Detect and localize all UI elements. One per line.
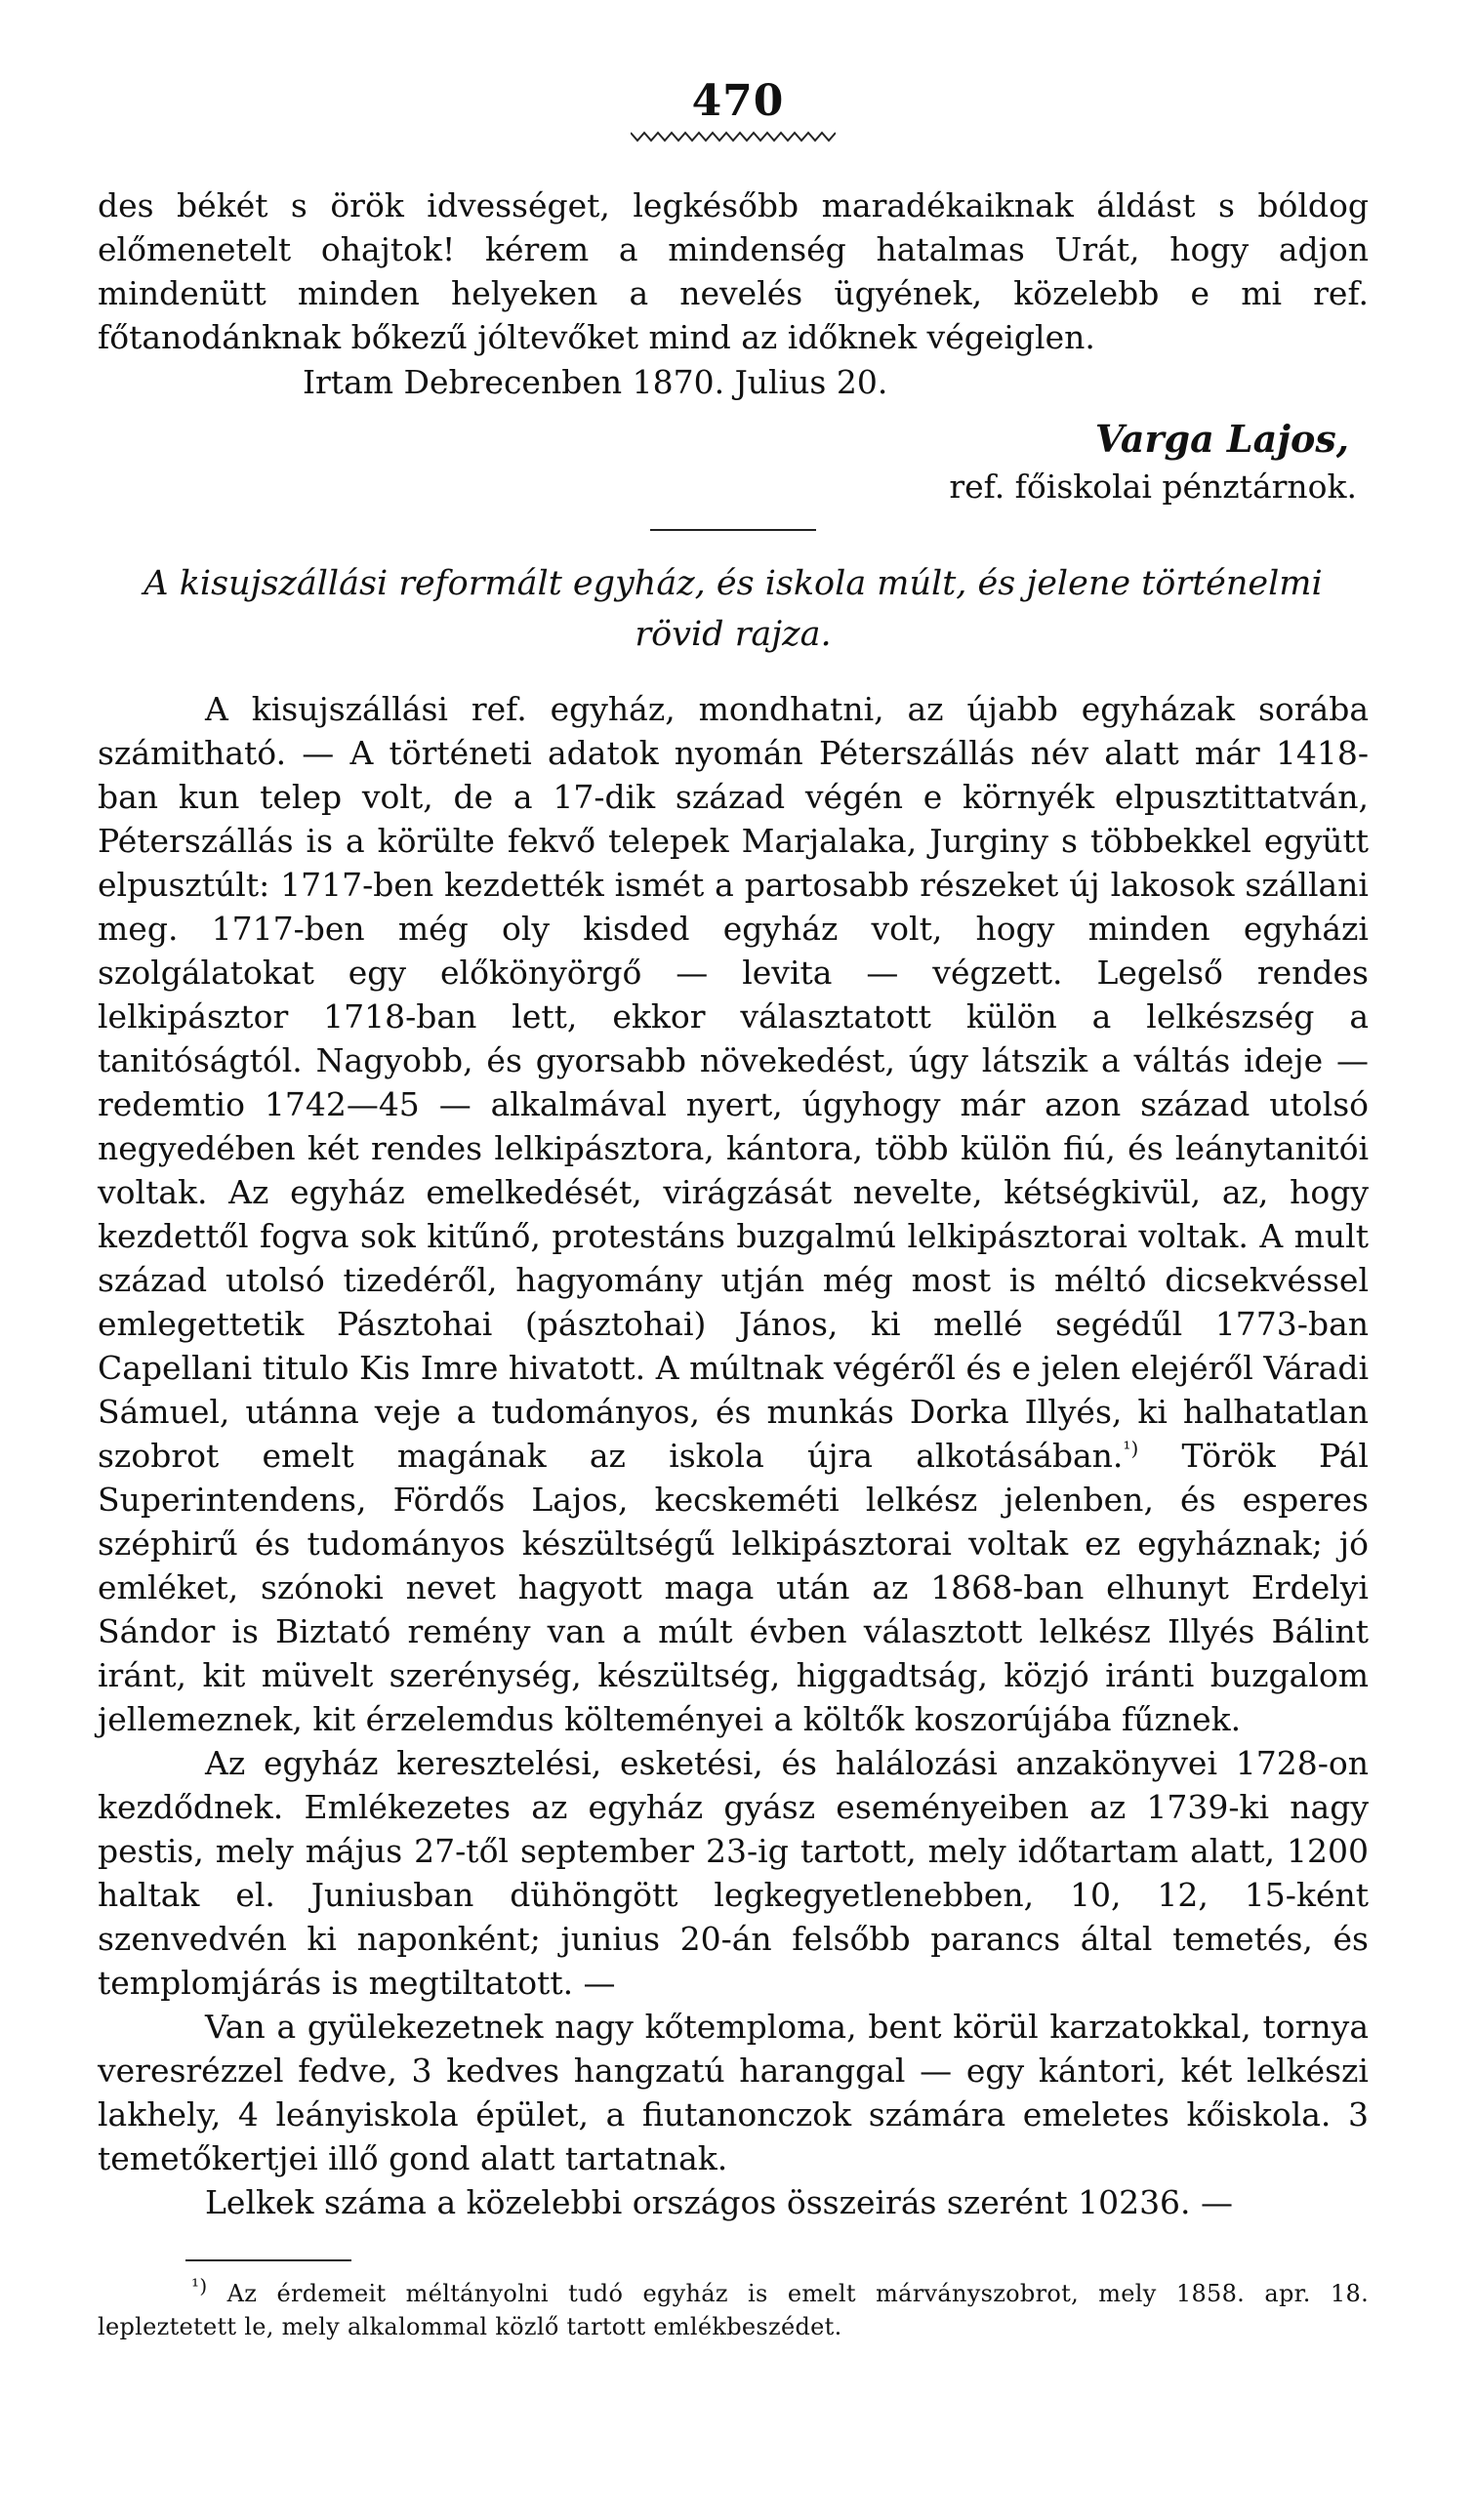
page-number: 470 [691, 76, 785, 126]
paragraph-history-part2: Török Pál Superintendens, Fördős Lajos, kecskeméti lelkész jelenben, és esperes széphirű és tudományos készültségű lelkipásztorai voltak ez egyháznak; jó emléket, szónoki nevet hagyott maga után az 1868-ban elhunyt Erdelyi Sándor is Biztató remény van a múlt évben választott lelkész Illyés Bálint iránt, kit müvelt szerénység, készültség, higgadtság, közjó iránti buzgalom jellemeznek, kit érzelemdus költeményei a költők koszorújába fűznek. [98, 1437, 1369, 1738]
page-body [98, 183, 1369, 2343]
paragraph-church-building: Van a gyülekezetnek nagy kőtemploma, bent körül karzatokkal, tornya veresrézzel fedve, 3 kedves hangzatú haranggal — egy kántori, két lelkészi lakhely, 4 leányiskola épület, a fiutanonczok számára emeletes kőiskola. 3 temetőkertjei illő gond alatt tartatnak. [98, 2008, 1369, 2177]
footnote-text: Az érdemeit méltányolni tudó egyház is emelt márványszobrot, mely 1858. apr. 18. lepleztetett le, mely alkalommal közlő tartott emlékbeszédet. [98, 2280, 1369, 2340]
section-title: A kisujszállási reformált egyház, és iskola múlt, és jelene történelmi rövid rajza. [144, 564, 1323, 654]
footnote-separator [185, 2259, 351, 2261]
signature-role: ref. főiskolai pénztárnok. [949, 467, 1357, 506]
paragraph-registers: Az egyház keresztelési, esketési, és halálozási anzakönyvei 1728-on kezdődnek. Emlékezetes az egyház gyász eseményeiben az 1739-ki nagy pestis, mely május 27-től september 23-ig tartott, mely időtartam alatt, 1200 haltak el. Juniusban dühöngött legkegyetlenebben, 10, 12, 15-ként szenvedvén ki naponként; junius 20-án felsőbb parancs által temetés, és templomjárás is megtiltatott. — [98, 1744, 1369, 2002]
footnote [98, 2274, 1369, 2343]
paragraph-history-part1: A kisujszállási ref. egyház, mondhatni, az újabb egyházak sorába számitható. — A történeti adatok nyomán Péterszállás név alatt már 1418-ban kun telep volt, de a 17-dik század végén e környék elpusztittatván, Péterszállás is a körülte fekvő telepek Marjalaka, Jurginy s többekkel együtt elpusztúlt: 1717-ben kezdették ismét a partosabb részeket új lakosok szállani meg. 1717-ben még oly kisded egyház volt, hogy minden egyházi szolgálatokat egy előkönyörgő — levita — végzett. Legelső rendes lelkipásztor 1718-ban lett, ekkor választatott külön a lelkészség a tanitóságtól. Nagyobb, és gyorsabb növekedést, úgy látszik a váltás ideje — redemtio 1742—45 — alkalmával nyert, úgyhogy már azon század utolsó negyedében két rendes lelkipásztora, kántora, több külön fiú, és leánytanitói voltak. Az egyház emelkedését, virágzását nevelte, kétségkivül, az, hogy kezdettől fogva sok kitűnő, protestáns buzgalmú lelkipásztorai voltak. A mult század utolsó tizedéről, hagyomány utján még most is méltó dicsekvéssel emlegettetik Pásztohai (pásztohai) János, ki mellé segédűl 1773-ban Capellani titulo Kis Imre hivatott. A múltnak végéről és e jelen elejéről Váradi Sámuel, utánna veje a tudományos, és munkás Dorka Illyés, ki halhatatlan szobrot emelt magának az iskola újra alkotásában. [98, 690, 1369, 1475]
signature-name: Varga Lajos, [1094, 417, 1349, 461]
paragraph-history [98, 687, 1369, 1741]
footnote-marker: ¹) [191, 2274, 208, 2297]
section-separator [650, 529, 816, 531]
footnote-ref: ¹) [1123, 1437, 1139, 1460]
paragraph-population: Lelkek száma a közelebbi országos összeirás szerént 10236. — [205, 2183, 1234, 2221]
wavy-ornament [631, 129, 836, 144]
paragraph-opening: des békét s örök idvességet, legkésőbb maradékaiknak áldást s bóldog előmenetelt ohajtok! kérem a mindenség hatalmas Urát, hogy adjon mindenütt minden helyeken a nevelés ügyének, közelebb e mi ref. főtanodánknak bőkezű jóltevőket mind az időknek végeiglen. [98, 186, 1369, 356]
dateline: Irtam Debrecenben 1870. Julius 20. [303, 363, 888, 401]
